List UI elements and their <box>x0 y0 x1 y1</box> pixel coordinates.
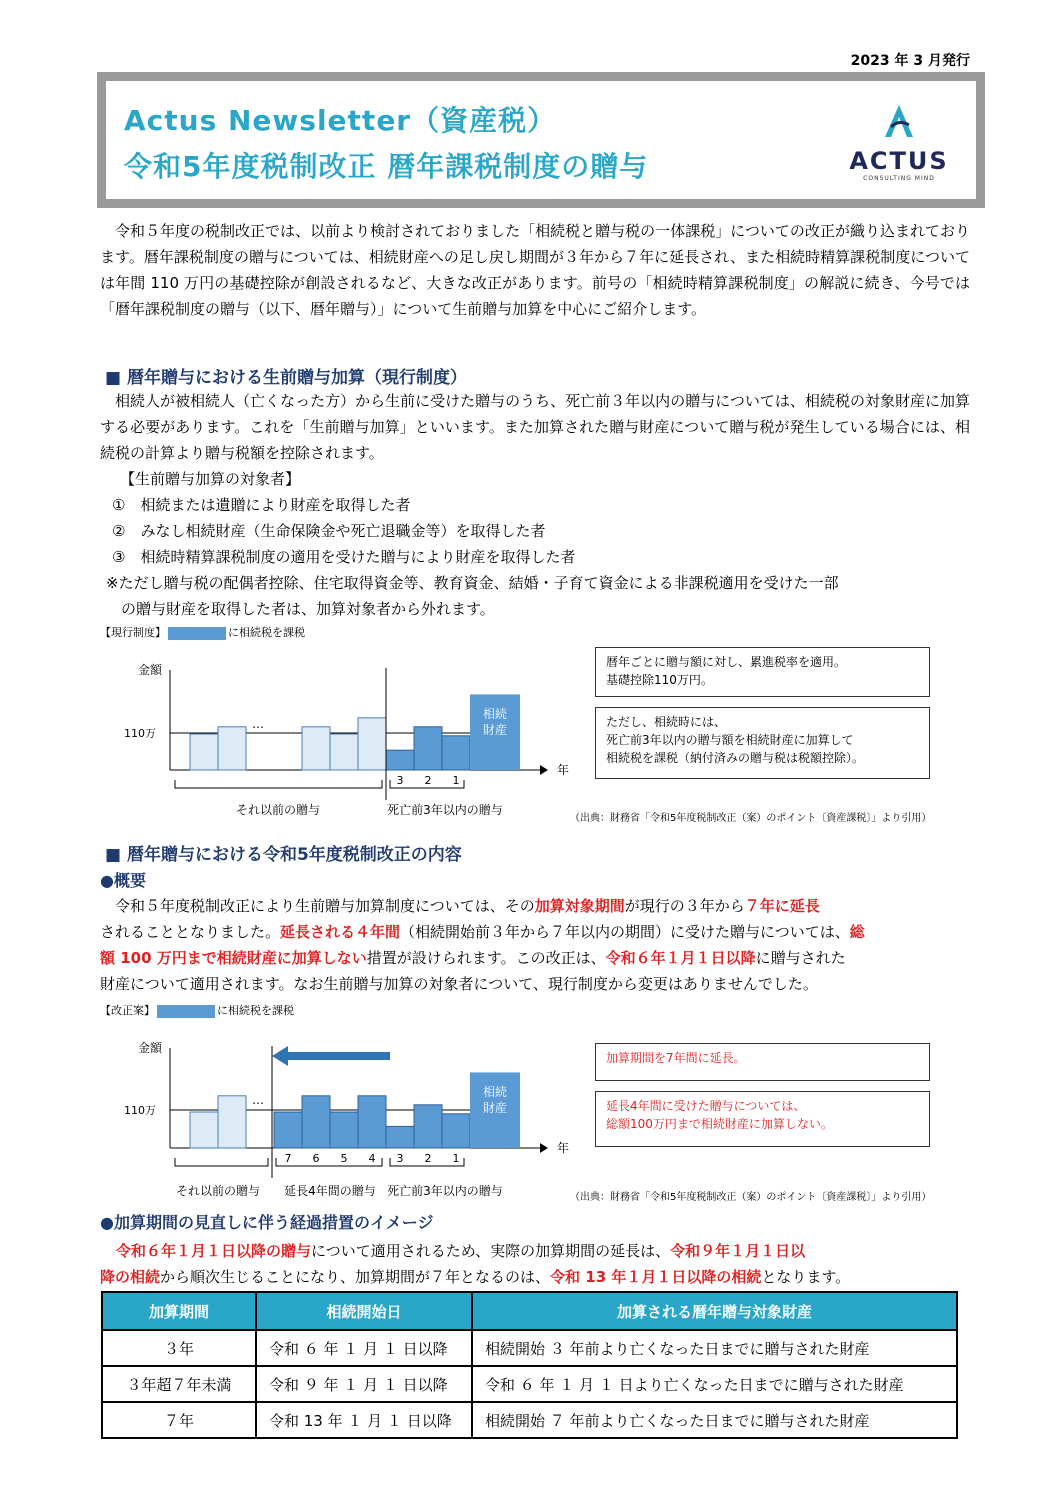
chart1-note-2-line2: 死亡前3年以内の贈与額を相続財産に加算して <box>606 733 854 747</box>
gift-bar-taxed <box>386 1126 414 1148</box>
gift-bar-taxed <box>330 1112 358 1148</box>
section3-subheading: ●加算期間の見直しに伴う経過措置のイメージ <box>100 1213 434 1232</box>
chart1-source: （出典：財務省「令和5年度税制改正（案）のポイント〔資産課税〕」より引用） <box>570 813 932 824</box>
gift-bar-prior <box>190 1112 218 1148</box>
table-cell: ３年超７年未満 <box>102 1366 256 1402</box>
s3-l1c: 令和９年１月１日以 <box>670 1242 806 1260</box>
chart2-note-2-line2: 総額100万円まで相続財産に加算しない。 <box>606 1117 833 1131</box>
title-line-1: Actus Newsletter（資産税） <box>124 104 557 137</box>
logo-subtext: CONSULTING MIND <box>863 175 935 182</box>
transition-table <box>101 1291 958 1439</box>
gift-bar-taxed <box>414 1105 442 1148</box>
s3-l1b: について適用されるため、実際の加算期間の延長は、 <box>311 1242 671 1260</box>
year-tick-label: 1 <box>452 774 460 787</box>
title-line-2: 令和5年度税制改正 暦年課税制度の贈与 <box>124 150 649 183</box>
gift-bar-taxed <box>386 750 414 770</box>
table-row <box>102 1366 957 1402</box>
gift-bar-prior <box>218 1096 246 1148</box>
table-cell: 令和 ６ 年 １ 月 １ 日より亡くなった日までに贈与された財産 <box>472 1366 957 1402</box>
target-item-3: ③ 相続時精算課税制度の適用を受けた贈与により財産を取得した者 <box>112 548 576 566</box>
section2-line-1 <box>100 893 820 919</box>
chart1-group-right: 死亡前3年以内の贈与 <box>387 803 503 817</box>
intro-paragraph: 令和５年度の税制改正では、以前より検討されておりました「相続税と贈与税の一体課税」についての改正が織り込まれております。暦年課税制度の贈与については、相続財産への足し戻し期間が３年から７年に延長され、また相続時精算課税制度については年間 110 万円の基礎控除が創設されるなど、大きな改正があります。前号の「相続時精算課税制度」の解説に続き、今号では「暦年課税制度の贈与（以下、暦年贈与）」について生前贈与加算を中心にご紹介します。 <box>100 222 970 318</box>
chart1-legend-suffix: に相続税を課税 <box>228 626 305 639</box>
table-header-period: 加算期間 <box>102 1292 256 1330</box>
s2-l1c: が現行の３年から <box>624 897 745 915</box>
exception-note-2: の贈与財産を取得した者は、加算対象者から外れます。 <box>106 600 495 618</box>
gift-bar-prior <box>190 734 218 770</box>
s2-l2c: （相続開始前３年から７年以内の期間）に受けた贈与については、 <box>400 923 850 941</box>
chart2-xlabel: 年 <box>557 1141 570 1155</box>
chart2-x-arrow <box>540 1143 548 1153</box>
chart1-legend-prefix: 【現行制度】 <box>100 626 166 639</box>
year-tick-label: 7 <box>284 1152 292 1165</box>
table-cell: ７年 <box>102 1402 256 1438</box>
chart1-xlabel: 年 <box>557 763 570 777</box>
gift-bar-taxed <box>358 1096 386 1148</box>
chart1-bars-left <box>190 718 386 770</box>
gift-bar-prior <box>302 727 330 770</box>
table-header-start-date: 相続開始日 <box>256 1292 472 1330</box>
section2-line-3 <box>100 945 846 971</box>
s3-l2c: 令和 13 年１月１日以降の相続 <box>550 1268 762 1286</box>
section1-body: 相続人が被相続人（亡くなった方）から生前に受けた贈与のうち、死亡前３年以内の贈与については、相続税の対象財産に加算する必要があります。これを「生前贈与加算」といいます。また加算された贈与財産について贈与税が発生している場合には、相続税の計算より贈与税額を控除されます。 <box>100 392 970 462</box>
year-tick-label: 5 <box>340 1152 348 1165</box>
section3-line-2 <box>100 1264 850 1290</box>
chart2-group-mid: 延長4年間の贈与 <box>284 1184 376 1198</box>
target-item-2: ② みなし相続財産（生命保険金や死亡退職金等）を取得した者 <box>112 522 546 540</box>
year-tick-label: 3 <box>396 774 404 787</box>
section2-line-4: 財産について適用されます。なお生前贈与加算の対象者について、現行制度から変更はありませんでした。 <box>100 975 818 993</box>
newsletter-header <box>97 72 985 208</box>
year-tick-label: 1 <box>452 1152 460 1165</box>
logo-text: ACTUS <box>849 147 949 175</box>
gift-bar-prior <box>330 734 358 770</box>
chart2-ytick: 110万 <box>124 1104 156 1117</box>
chart1-note-2-line3: 相続税を課税（納付済みの贈与税は税額控除）。 <box>606 751 865 765</box>
table-cell: ３年 <box>102 1330 256 1366</box>
chart2-source: （出典：財務省「令和5年度税制改正（案）のポイント〔資産課税〕」より引用） <box>570 1192 932 1203</box>
s2-l1a: 令和５年度税制改正により生前贈与加算制度については、その <box>100 897 535 915</box>
chart1-legend <box>100 624 305 640</box>
s2-l2b: 延長される４年間 <box>280 923 401 941</box>
chart2-bars-right <box>274 1096 470 1148</box>
s2-l1b: 加算対象期間 <box>534 897 625 915</box>
gift-bar-prior <box>218 727 246 770</box>
actus-logo <box>844 101 954 182</box>
table-cell: 令和 ９ 年 １ 月 １ 日以降 <box>256 1366 472 1402</box>
table-header-assets: 加算される暦年贈与対象財産 <box>472 1292 957 1330</box>
gift-bar-prior <box>358 718 386 770</box>
chart1-brace-left <box>175 780 382 788</box>
s3-l2d: となります。 <box>761 1268 851 1286</box>
table-cell: 令和 13 年 １ 月 １ 日以降 <box>256 1402 472 1438</box>
section2-line-2 <box>100 919 865 945</box>
s2-l3d: に贈与された <box>755 949 846 967</box>
year-tick-label: 4 <box>368 1152 376 1165</box>
year-tick-label: 2 <box>424 774 432 787</box>
chart2-inheritance-label-2: 財産 <box>482 1101 508 1115</box>
chart2-legend <box>100 1002 294 1018</box>
chart1-svg <box>100 650 580 825</box>
s2-l3c: 令和６年１月１日以降 <box>605 949 756 967</box>
s3-l2a: 降の相続 <box>100 1268 161 1286</box>
logo-mark-icon <box>879 101 919 141</box>
table-row <box>102 1402 957 1438</box>
chart2-ticks <box>285 1152 460 1165</box>
table-row <box>102 1330 957 1366</box>
section2-subheading: ●概要 <box>100 871 146 890</box>
chart2-brace-mid <box>276 1158 382 1166</box>
chart1-note-1 <box>595 647 930 697</box>
chart1-note-2 <box>595 707 930 779</box>
chart1-legend-swatch <box>168 627 226 640</box>
year-tick-label: 2 <box>424 1152 432 1165</box>
table-cell: 相続開始 ３ 年前より亡くなった日までに贈与された財産 <box>472 1330 957 1366</box>
target-item-1: ① 相続または遺贈により財産を取得した者 <box>112 496 411 514</box>
chart2-ylabel: 金額 <box>137 1041 163 1055</box>
chart2-note-1-text: 加算期間を7年間に延長。 <box>606 1051 746 1065</box>
target-heading: 【生前贈与加算の対象者】 <box>120 470 301 488</box>
s3-l2b: から順次生じることになり、加算期間が７年となるのは、 <box>160 1268 551 1286</box>
gift-bar-taxed <box>442 1114 470 1148</box>
s2-l2a: されることとなりました。 <box>100 923 281 941</box>
chart2-bars-left <box>190 1096 246 1148</box>
gift-bar-taxed <box>442 736 470 770</box>
gift-bar-taxed <box>302 1096 330 1148</box>
chart2-legend-swatch <box>157 1005 215 1018</box>
s2-l3b: 措置が設けられます。この改正は、 <box>366 949 606 967</box>
chart1-note-1-line1: 暦年ごとに贈与額に対し、累進税率を適用。 <box>606 655 847 669</box>
table-cell: 相続開始 ７ 年前より亡くなった日までに贈与された財産 <box>472 1402 957 1438</box>
s2-l3a: 額 100 万円まで相続財産に加算しない <box>100 949 367 967</box>
chart2-group-right: 死亡前3年以内の贈与 <box>387 1184 503 1198</box>
chart2-note-1 <box>595 1043 930 1081</box>
chart2-svg <box>100 1028 580 1203</box>
chart2-arrow-icon <box>272 1046 390 1066</box>
chart1-ytick: 110万 <box>124 727 156 740</box>
section1-heading: ■ 暦年贈与における生前贈与加算（現行制度） <box>105 368 467 388</box>
chart1-group-left: それ以前の贈与 <box>235 803 321 817</box>
s2-l2d: 総 <box>849 923 865 941</box>
issue-date: 2023 年 3 月発行 <box>850 53 970 69</box>
chart2-dots: … <box>252 1093 264 1107</box>
section2-heading: ■ 暦年贈与における令和5年度税制改正の内容 <box>105 845 462 865</box>
gift-bar-taxed <box>414 727 442 770</box>
chart2-group-left: それ以前の贈与 <box>175 1184 261 1198</box>
chart1-ticks <box>397 774 460 787</box>
chart2-legend-suffix: に相続税を課税 <box>217 1004 294 1017</box>
section3-line-1 <box>100 1238 805 1264</box>
chart2-note-2 <box>595 1091 930 1147</box>
year-tick-label: 6 <box>312 1152 320 1165</box>
chart1-x-arrow <box>540 765 548 775</box>
year-tick-label: 3 <box>396 1152 404 1165</box>
chart2-note-2-line1: 延長4年間に受けた贈与については、 <box>606 1099 806 1113</box>
table-header-row <box>102 1292 957 1330</box>
table-cell: 令和 ６ 年 １ 月 １ 日以降 <box>256 1330 472 1366</box>
exception-note-1: ※ただし贈与税の配偶者控除、住宅取得資金等、教育資金、結婚・子育て資金による非課税適用を受けた一部 <box>106 574 839 592</box>
gift-bar-taxed <box>274 1112 302 1148</box>
chart2-inheritance-label: 相続 <box>482 1085 508 1099</box>
chart2-brace-left <box>175 1158 268 1166</box>
chart1-ylabel: 金額 <box>137 663 163 677</box>
chart1-note-1-line2: 基礎控除110万円。 <box>606 673 713 687</box>
chart1-inheritance-label: 相続 <box>482 707 508 721</box>
chart2-legend-prefix: 【改正案】 <box>100 1004 155 1017</box>
chart1-inheritance-label-2: 財産 <box>482 723 508 737</box>
chart1-note-2-line1: ただし、相続時には、 <box>606 715 727 729</box>
chart1-dots: … <box>252 717 264 731</box>
s3-l1a: 令和６年１月１日以降の贈与 <box>116 1242 312 1260</box>
s2-l1d: ７年に延長 <box>744 897 820 915</box>
